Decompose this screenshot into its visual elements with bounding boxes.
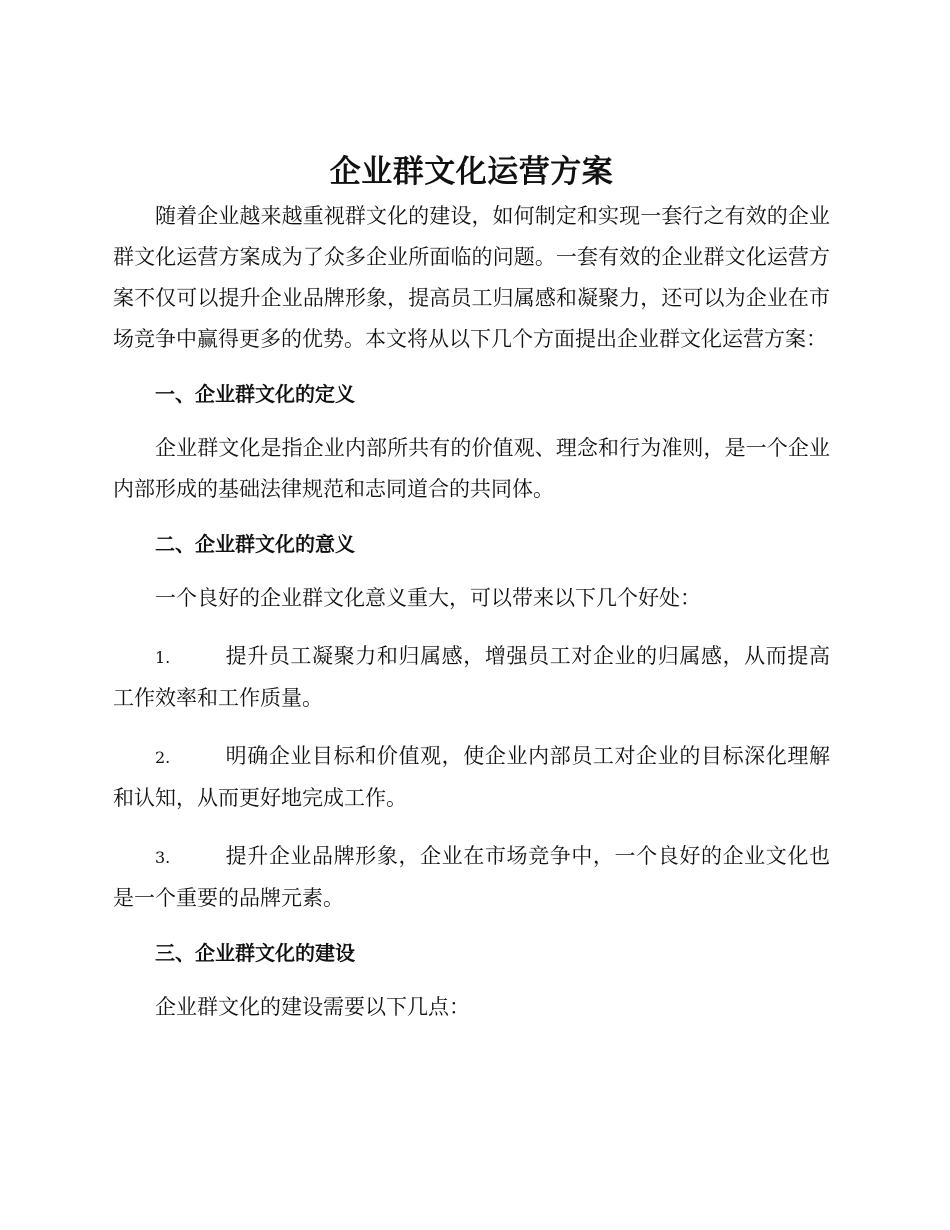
list-text: 提升企业品牌形象，企业在市场竞争中，一个良好的企业文化也是一个重要的品牌元素。 xyxy=(113,844,830,910)
list-item xyxy=(113,636,830,719)
list-number: 2. xyxy=(155,748,171,767)
list-item xyxy=(113,736,830,819)
definition-paragraph: 企业群文化是指企业内部所共有的价值观、理念和行为准则，是一个企业内部形成的基础法律规范和志同道合的共同体。 xyxy=(113,436,830,501)
list-item xyxy=(113,836,830,919)
list-number: 1. xyxy=(155,648,171,667)
list-text: 提升员工凝聚力和归属感，增强员工对企业的归属感，从而提高工作效率和工作质量。 xyxy=(113,644,830,710)
section-heading-significance: 二、企业群文化的意义 xyxy=(155,532,355,556)
document-title: 企业群文化运营方案 xyxy=(329,154,614,190)
significance-paragraph: 一个良好的企业群文化意义重大，可以带来以下几个好处： xyxy=(155,586,701,610)
section-heading-construction: 三、企业群文化的建设 xyxy=(155,941,355,965)
intro-paragraph: 随着企业越来越重视群文化的建设，如何制定和实现一套行之有效的企业群文化运营方案成为了众多企业所面临的问题。一套有效的企业群文化运营方案不仅可以提升企业品牌形象，提高员工归属感和凝聚力，还可以为企业在市场竞争中赢得更多的优势。本文将从以下几个方面提出企业群文化运营方案： xyxy=(113,204,830,351)
list-text: 明确企业目标和价值观，使企业内部员工对企业的目标深化理解和认知，从而更好地完成工作。 xyxy=(113,744,830,810)
construction-paragraph: 企业群文化的建设需要以下几点： xyxy=(155,995,470,1019)
list-number: 3. xyxy=(155,848,171,867)
section-heading-definition: 一、企业群文化的定义 xyxy=(155,382,355,406)
